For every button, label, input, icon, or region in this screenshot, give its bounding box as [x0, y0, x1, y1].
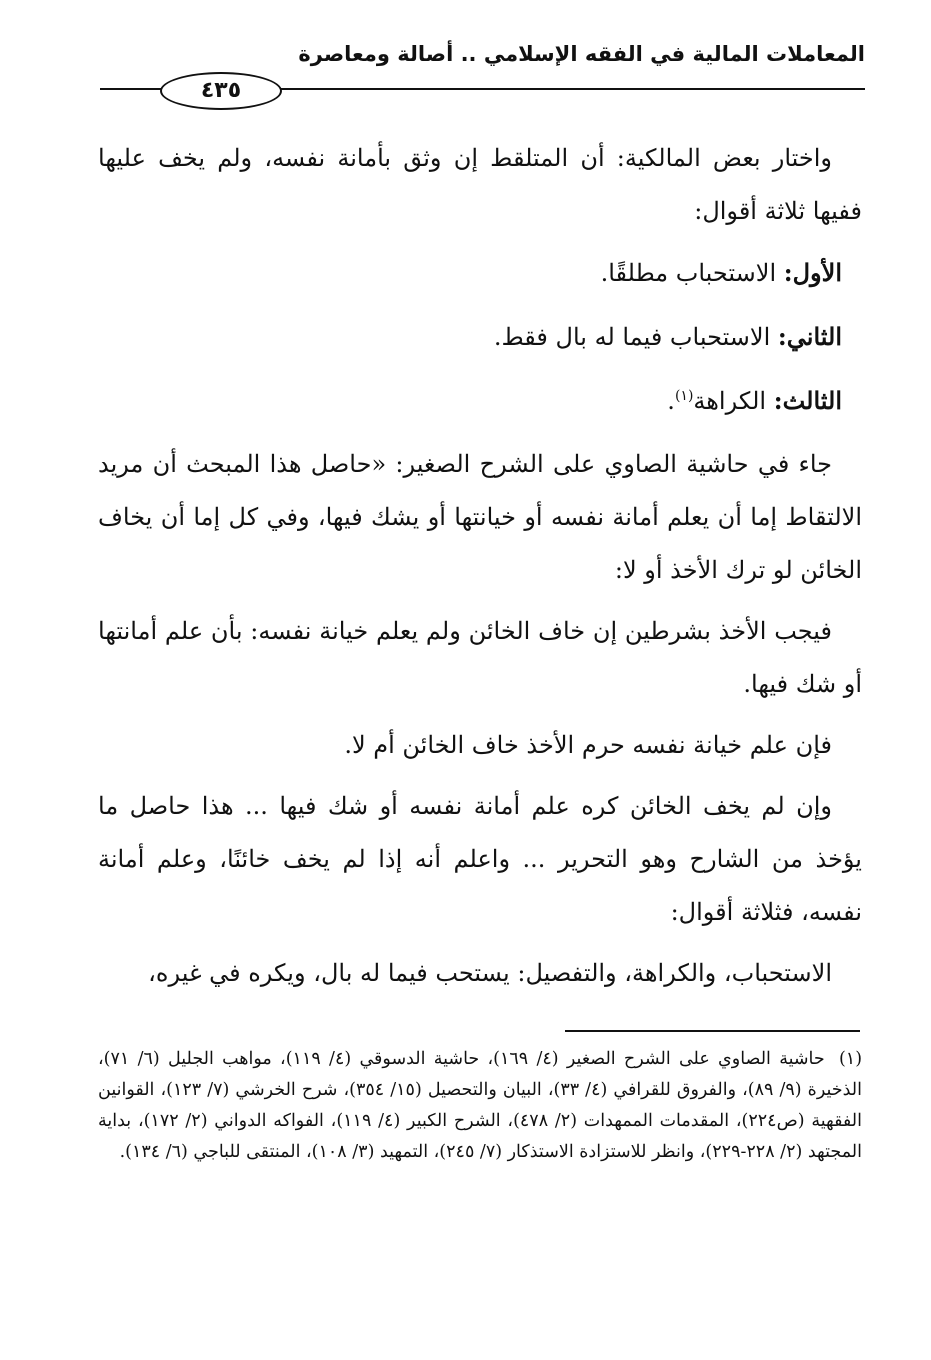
- footnote-text: حاشية الصاوي على الشرح الصغير (٤/ ١٦٩)، حاشية الدسوقي (٤/ ١١٩)، مواهب الجليل (٦/ ٧١)، الذخيرة (٩/ ٨٩)، والفروق للقرافي (٤/ ٣٣)، البيان والتحصيل (١٥/ ٣٥٤)، شرح الخرشي (٧/ ١٢٣)، القوانين الفقهية (ص٢٢٤)، المقدمات الممهدات (٢/ ٤٧٨)، الشرح الكبير (٤/ ١١٩)، الفواكه الدواني (٢/ ١٧٢)، بداية المجتهد (٢/ ٢٢٨-٢٢٩)، وانظر للاستزادة الاستذكار (٧/ ٢٤٥)، التمهيد (٣/ ١٠٨)، المنتقى للباجي (٦/ ١٣٤).: [98, 1049, 862, 1162]
- list-item-text: الكراهة: [693, 387, 767, 415]
- paragraph-condition-dislike: وإن لم يخف الخائن كره علم أمانة نفسه أو شك فيها ... هذا حاصل ما يؤخذ من الشارح وهو التحرير ... واعلم أنه إذا لم يخف خائنًا، وعلم أمانة نفسه، فثلاثة أقوال:: [98, 792, 862, 926]
- paragraph-condition-forbid: فإن علم خيانة نفسه حرم الأخذ خاف الخائن أم لا.: [344, 731, 832, 759]
- list-item-text: الاستحباب مطلقًا.: [600, 259, 777, 287]
- list-item-label: الثاني:: [777, 322, 842, 351]
- list-item-label: الثالث:: [773, 386, 842, 415]
- main-text: [98, 132, 862, 1008]
- paragraph-three-opinions: الاستحباب، والكراهة، والتفصيل: يستحب فيما له بال، ويكره في غيره،: [148, 959, 832, 987]
- footnote-separator: [565, 1030, 860, 1032]
- footnotes: [98, 1044, 862, 1168]
- paragraph-intro: واختار بعض المالكية: أن المتلقط إن وثق بأمانة نفسه، ولم يخف عليها ففيها ثلاثة أقوال:: [98, 144, 862, 225]
- list-item-text: الاستحباب فيما له بال فقط.: [493, 323, 771, 351]
- list-item-label: الأول:: [783, 258, 842, 287]
- running-title: المعاملات المالية في الفقه الإسلامي .. أصالة ومعاصرة: [298, 42, 865, 66]
- list-item-third: [98, 374, 862, 428]
- footnote-item: [98, 1044, 862, 1168]
- footnote-reference[interactable]: (١): [674, 388, 694, 404]
- page-header: [100, 34, 865, 124]
- footnote-number: (١): [838, 1049, 863, 1069]
- list-item-end: .: [667, 387, 675, 415]
- paragraph-quote-start: جاء في حاشية الصاوي على الشرح الصغير: «حاصل هذا المبحث أن مريد الالتقاط إما أن يعلم أمانة نفسه أو خيانتها أو يشك فيها، وفي كل إما أن يخاف الخائن لو ترك الأخذ أو لا:: [98, 450, 862, 584]
- paragraph-condition-take: فيجب الأخذ بشرطين إن خاف الخائن ولم يعلم خيانة نفسه: بأن علم أمانتها أو شك فيها.: [98, 617, 862, 698]
- list-item-second: [98, 310, 862, 364]
- page-number: ٤٣٥: [160, 72, 282, 110]
- list-item-first: [98, 246, 862, 300]
